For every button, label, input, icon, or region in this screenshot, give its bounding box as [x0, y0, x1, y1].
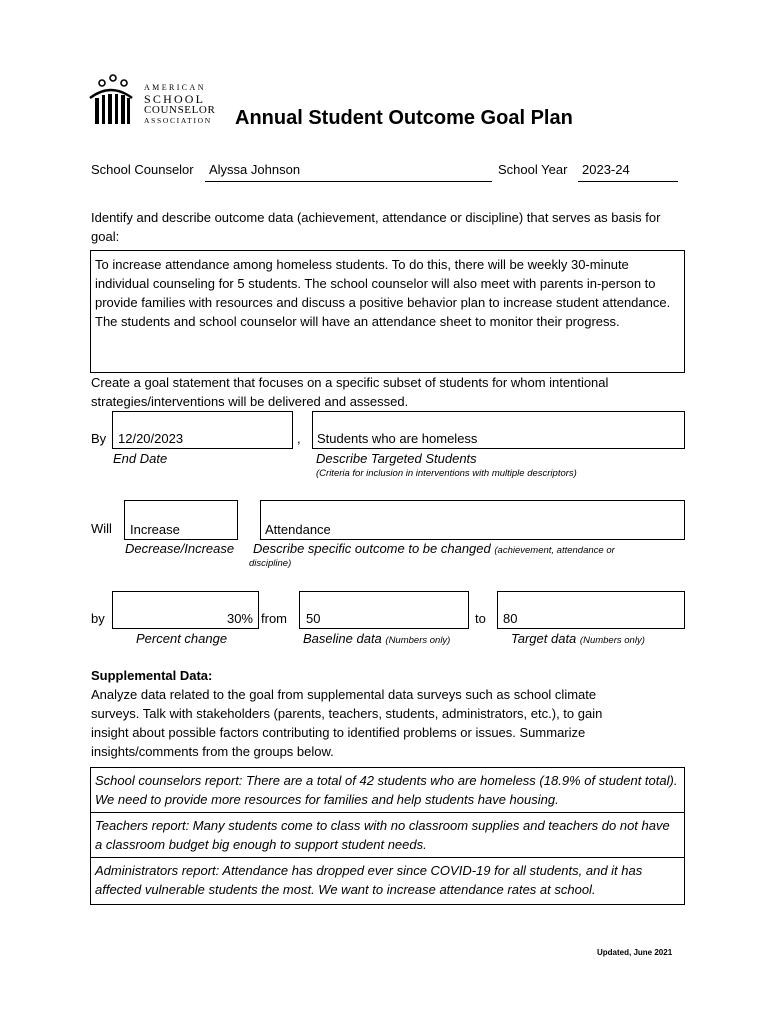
baseline-data-value: 50 [306, 611, 321, 626]
target-data-field[interactable] [497, 591, 685, 629]
stakeholder-reports [90, 767, 685, 905]
end-date-field[interactable] [112, 411, 293, 449]
from-label: from [261, 611, 287, 626]
direction-caption: Decrease/Increase [125, 541, 235, 556]
direction-field[interactable] [124, 500, 238, 540]
supplemental-intro: Analyze data related to the goal from supplemental data surveys such as school climate surveys. Talk with stakeholders (parents, teachers, students, administrators, etc.), to gain insight about possible factors contributing to identified problems or issues. Summarize insights/comments from the groups below. [91, 687, 603, 759]
outcome-change-field[interactable] [260, 500, 685, 540]
targeted-students-caption: Describe Targeted Students [316, 451, 477, 466]
direction-value: Increase [130, 522, 180, 537]
supplemental-heading: Supplemental Data: [91, 668, 213, 683]
counselor-label: School Counselor [91, 162, 194, 177]
outcome-change-value: Attendance [265, 522, 331, 537]
baseline-data-caption-text: Baseline data [303, 631, 382, 646]
goal-prompt: Create a goal statement that focuses on a specific subset of students for whom intentional strategies/interventions will be delivered and assessed. [91, 375, 609, 409]
percent-change-caption: Percent change [136, 631, 228, 646]
logo-line-school: SCHOOL [144, 92, 206, 106]
target-data-note: (Numbers only) [579, 635, 645, 646]
comma: , [297, 431, 301, 446]
by-percent-label: by [91, 611, 105, 626]
targeted-students-value: Students who are homeless [317, 431, 478, 446]
counselor-field[interactable]: Alyssa Johnson [209, 162, 301, 177]
target-data-caption [511, 629, 645, 650]
logo-line-association: ASSOCIATION [144, 116, 212, 125]
baseline-data-field[interactable] [299, 591, 469, 629]
percent-change-field[interactable] [112, 591, 259, 629]
teachers-report[interactable]: Teachers report: Many students come to class with no classroom supplies and teachers do not have a classroom budget big enough to support student needs. [91, 813, 684, 858]
target-data-value: 80 [503, 611, 518, 626]
asca-logo [88, 74, 228, 126]
school-year-underline [578, 181, 678, 182]
by-label: By [91, 431, 107, 446]
outcome-change-note-2: discipline) [249, 558, 292, 569]
outcome-data-text: To increase attendance among homeless students. To do this, there will be weekly 30-minute individual counseling for 5 students. The school counselor will also meet with parents in-person to provide families with resources and discuss a positive behavior plan to increase student attendance. The students and school counselor will have an attendance sheet to monitor their progress. [95, 257, 671, 329]
footer-updated: Updated, June 2021 [597, 948, 673, 957]
targeted-students-field[interactable] [312, 411, 685, 449]
logo-line-counselor: COUNSELOR [144, 104, 216, 116]
baseline-data-caption [303, 629, 450, 650]
school-year-field[interactable]: 2023-24 [582, 162, 630, 177]
will-label: Will [91, 521, 112, 536]
outcome-change-caption-text: Describe specific outcome to be changed [253, 541, 491, 556]
outcome-data-box[interactable] [90, 250, 685, 373]
outcome-change-caption [253, 539, 615, 560]
page-title: Annual Student Outcome Goal Plan [235, 107, 573, 129]
end-date-value: 12/20/2023 [118, 431, 184, 446]
end-date-caption: End Date [113, 451, 168, 466]
percent-change-value: 30% [226, 611, 253, 626]
logo-line-american: AMERICAN [144, 83, 206, 92]
counselor-underline [205, 181, 492, 182]
administrators-report[interactable]: Administrators report: Attendance has dropped ever since COVID-19 for all students, and it has affected vulnerable students the most. We want to increase attendance rates at school. [95, 863, 643, 897]
to-label: to [475, 611, 486, 626]
outcome-change-note: (achievement, attendance or [494, 545, 615, 556]
asca-logo-icon [88, 74, 134, 126]
school-year-label: School Year [498, 162, 568, 177]
counselors-report[interactable]: School counselors report: There are a total of 42 students who are homeless (18.9% of student total). We need to provide more resources for families and help students have housing. [91, 768, 684, 813]
baseline-data-note: (Numbers only) [385, 635, 451, 646]
target-data-caption-text: Target data [511, 631, 577, 646]
outcome-prompt: Identify and describe outcome data (achievement, attendance or discipline) that serves as basis for goal: [91, 210, 661, 244]
targeted-students-note: (Criteria for inclusion in interventions with multiple descriptors) [316, 468, 577, 479]
